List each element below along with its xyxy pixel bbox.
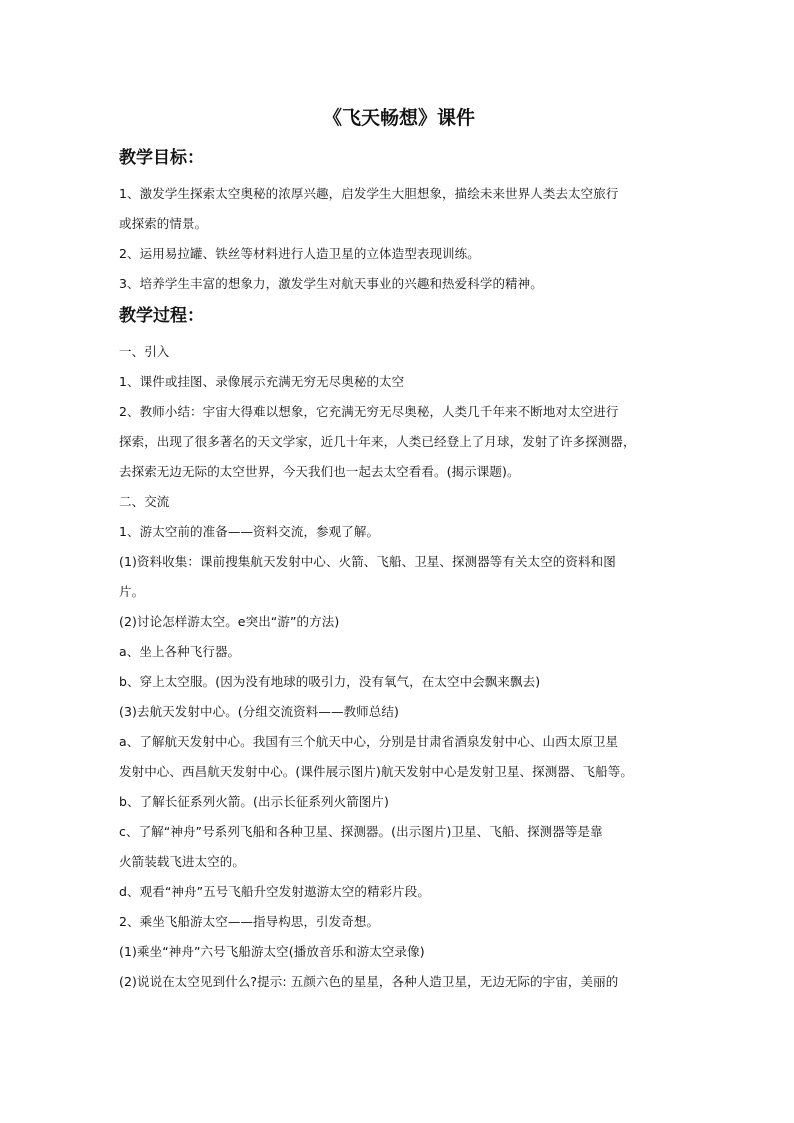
paragraph-line: 去探索无边无际的太空世界，今天我们也一起去太空看看。(揭示课题)。 <box>119 464 520 479</box>
paragraph-line: d、观看“神舟”五号飞船升空发射遨游太空的精彩片段。 <box>119 884 430 899</box>
paragraph-line: 2、乘坐飞船游太空——指导构思，引发奇想。 <box>119 914 380 929</box>
paragraph-line: 1、激发学生探索太空奥秘的浓厚兴趣，启发学生大胆想象，描绘未来世界人类去太空旅行 <box>119 186 619 201</box>
document-body <box>119 104 679 997</box>
paragraph-line: (1)乘坐“神舟”六号飞船游太空(播放音乐和游太空录像) <box>119 944 425 959</box>
paragraph-line: b、穿上太空服。(因为没有地球的吸引力，没有氧气，在太空中会飘来飘去) <box>119 674 541 689</box>
paragraph-line: 1、游太空前的准备——资料交流，参观了解。 <box>119 524 380 539</box>
paragraph-line: 探索，出现了很多著名的天文学家，近几十年来，人类已经登上了月球，发射了许多探测器， <box>119 434 636 449</box>
paragraph-line: 2、教师小结：宇宙大得难以想象，它充满无穷无尽奥秘，人类几千年来不断地对太空进行 <box>119 404 619 419</box>
paragraph-line: 片。 <box>119 584 145 599</box>
paragraph-line: 火箭装载飞进太空的。 <box>119 854 246 869</box>
paragraph-line: 或探索的情景。 <box>119 216 208 231</box>
document-title: 《飞天畅想》课件 <box>322 107 475 129</box>
paragraph-line: 二、交流 <box>119 494 170 509</box>
paragraph-line: b、了解长征系列火箭。(出示长征系列火箭图片) <box>119 794 389 809</box>
paragraph-line: 1、课件或挂图、录像展示充满无穷无尽奥秘的太空 <box>119 374 405 389</box>
paragraph-line: a、坐上各种飞行器。 <box>119 644 241 659</box>
paragraph-line: 2、运用易拉罐、铁丝等材料进行人造卫星的立体造型表现训练。 <box>119 246 480 261</box>
paragraph-line: a、了解航天发射中心。我国有三个航天中心，分别是甘肃省酒泉发射中心、山西太原卫星 <box>119 734 619 749</box>
paragraph-line: (2)讨论怎样游太空。e突出“游”的方法) <box>119 614 340 629</box>
paragraph-line: 发射中心、西昌航天发射中心。(课件展示图片)航天发射中心是发射卫星、探测器、飞船等。 <box>119 764 633 779</box>
paragraph-line: (3)去航天发射中心。(分组交流资料——教师总结) <box>119 704 399 719</box>
section-heading-process: 教学过程： <box>119 306 204 326</box>
paragraph-line: 一、引入 <box>119 344 170 359</box>
paragraph-line: (1)资料收集：课前搜集航天发射中心、火箭、飞船、卫星、探测器等有关太空的资料和图 <box>119 554 616 569</box>
paragraph-line: c、了解“神舟”号系列飞船和各种卫星、探测器。(出示图片)卫星、飞船、探测器等是靠 <box>119 824 603 839</box>
paragraph-line: 3、培养学生丰富的想象力，激发学生对航天事业的兴趣和热爱科学的精神。 <box>119 276 543 291</box>
paragraph-line: (2)说说在太空见到什么?提示: 五颜六色的星星，各种人造卫星，无边无际的宇宙，美丽的 <box>119 974 619 989</box>
section-heading-objectives: 教学目标： <box>119 148 204 168</box>
